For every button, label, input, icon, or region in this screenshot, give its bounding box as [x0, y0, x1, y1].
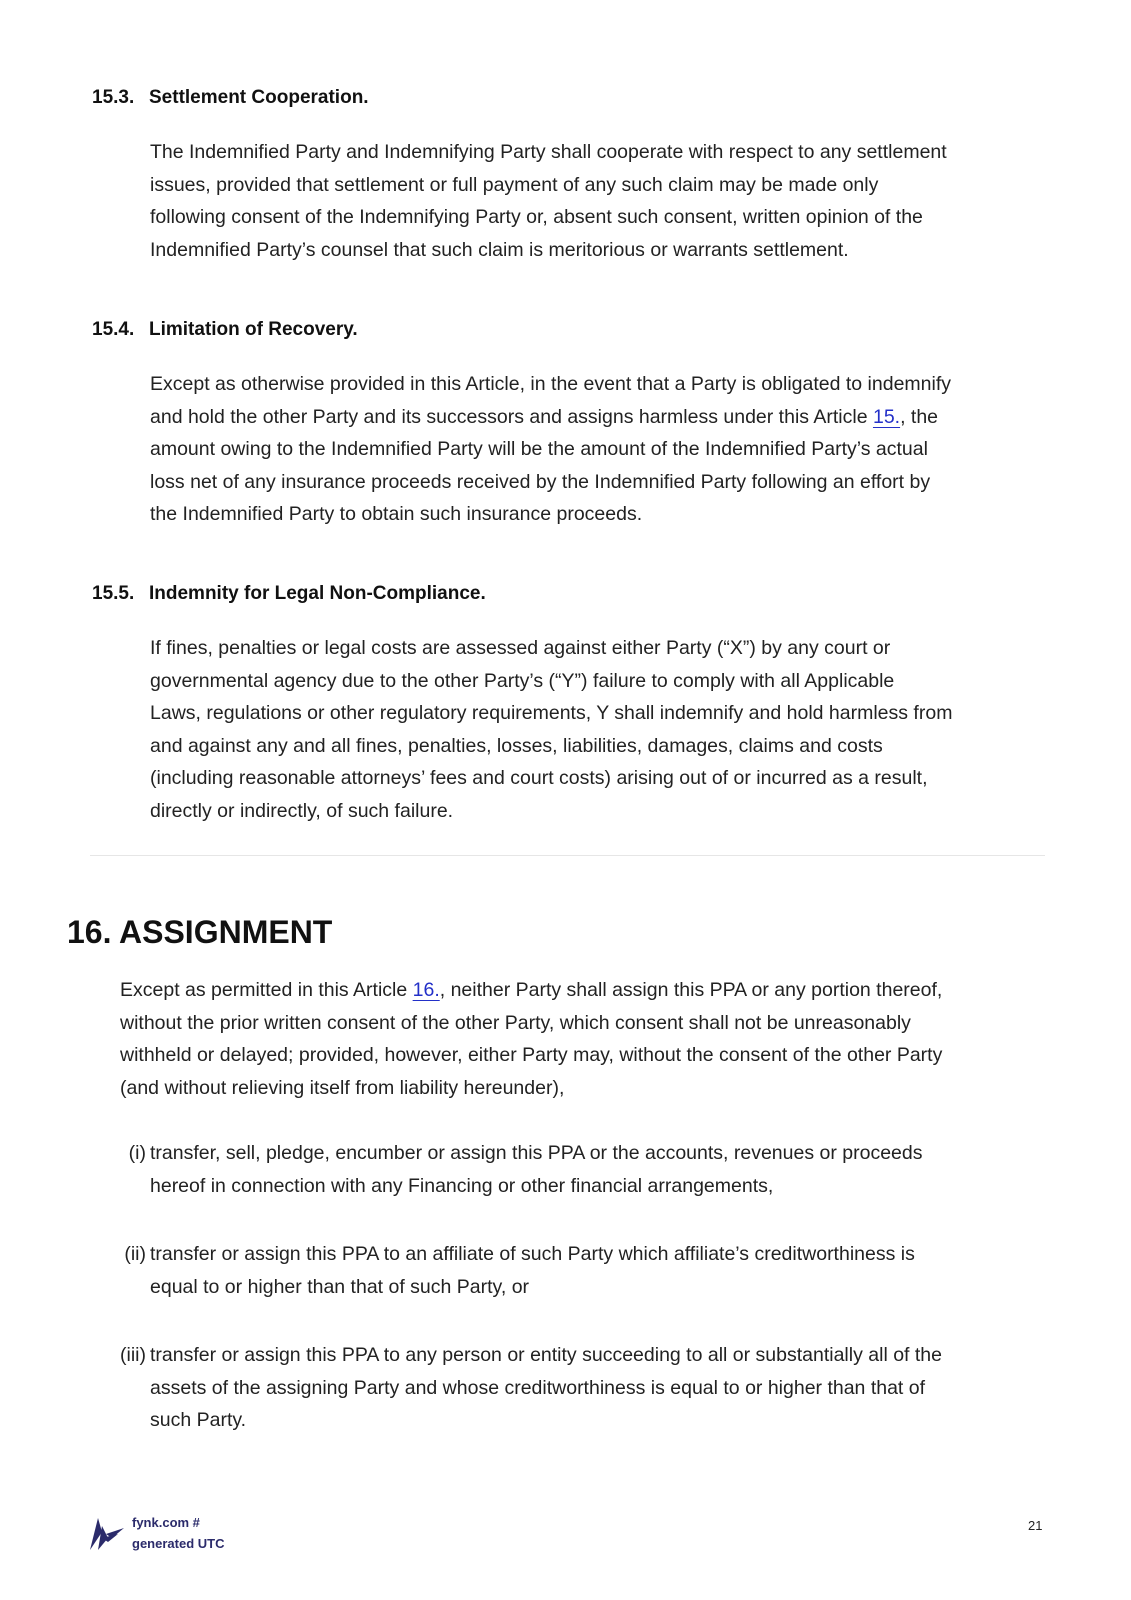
text-run: , the [900, 405, 939, 428]
text-line: hereof in connection with any Financing or other financial arrangements, [150, 1174, 774, 1197]
fynk-bird-logo-icon [88, 1512, 134, 1552]
text-line: If fines, penalties or legal costs are assessed against either Party (“X”) by any court or [150, 637, 891, 659]
article-15-link[interactable]: 15. [872, 405, 901, 428]
list-marker: (ii) [124, 1243, 146, 1265]
text-line: The Indemnified Party and Indemnifying Party shall cooperate with respect to any settlement [150, 141, 947, 163]
text-line: issues, provided that settlement or full payment of any such claim may be made only [150, 173, 879, 196]
text-line: such Party. [150, 1409, 247, 1431]
section-divider [90, 855, 1045, 856]
page-number: 21 [1028, 1518, 1043, 1533]
text-line: transfer, sell, pledge, encumber or assign this PPA or the accounts, revenues or proceeds [150, 1142, 923, 1164]
article-title: ASSIGNMENT [119, 914, 333, 950]
text-run: and hold the other Party and its successors and assigns harmless under this Article [150, 405, 873, 428]
article-16-link[interactable]: 16. [412, 979, 440, 1001]
text-line: Except as otherwise provided in this Article, in the event that a Party is obligated to indemnify [150, 373, 952, 395]
list-marker: (i) [128, 1142, 146, 1164]
text-run: Except as permitted in this Article [120, 979, 413, 1001]
text-line: assets of the assigning Party and whose creditworthiness is equal to or higher than that of [150, 1376, 926, 1399]
section-body-15-3 [150, 136, 1050, 266]
list-item [128, 1137, 1050, 1202]
text-line: without the prior written consent of the other Party, which consent shall not be unreasonably [120, 1011, 911, 1034]
text-line: the Indemnified Party to obtain such insurance proceeds. [150, 503, 643, 525]
text-line: Laws, regulations or other regulatory requirements, Y shall indemnify and hold harmless from [150, 702, 953, 724]
text-line: loss net of any insurance proceeds received by the Indemnified Party following an effort by [150, 470, 931, 493]
section-number: 15.3. [92, 87, 135, 108]
text-line [120, 974, 1050, 1007]
article-16-intro [120, 974, 1050, 1104]
text-line: and against any and all fines, penalties, losses, liabilities, damages, claims and costs [150, 734, 883, 757]
text-line: Indemnified Party’s counsel that such claim is meritorious or warrants settlement. [150, 238, 849, 261]
section-heading-15-5 [92, 582, 486, 606]
section-title: Indemnity for Legal Non-Compliance. [149, 583, 486, 604]
section-body-15-5 [150, 632, 1050, 827]
text-line: equal to or higher than that of such Party, or [150, 1275, 530, 1298]
list-item [120, 1339, 1050, 1437]
text-line: (and without relieving itself from liability hereunder), [120, 1076, 565, 1099]
section-heading-15-4 [92, 318, 358, 342]
section-title: Settlement Cooperation. [149, 87, 369, 108]
text-line: governmental agency due to the other Party’s (“Y”) failure to comply with all Applicable [150, 669, 895, 692]
section-heading-15-3 [92, 86, 369, 110]
list-item [124, 1238, 1050, 1303]
footer-domain: fynk.com # [132, 1515, 200, 1530]
footer-meta [132, 1512, 224, 1554]
text-line [150, 401, 1050, 434]
section-number: 15.4. [92, 319, 135, 340]
text-line: amount owing to the Indemnified Party will be the amount of the Indemnified Party’s actual [150, 438, 928, 460]
text-line: directly or indirectly, of such failure. [150, 799, 454, 822]
text-line: (including reasonable attorneys’ fees and court costs) arising out of or incurred as a result, [150, 767, 928, 789]
list-marker: (iii) [120, 1344, 146, 1366]
article-number: 16. [67, 914, 112, 950]
text-line: transfer or assign this PPA to an affiliate of such Party which affiliate’s creditworthiness is [150, 1243, 915, 1265]
article-heading-16 [67, 912, 332, 952]
text-line: following consent of the Indemnifying Party or, absent such consent, written opinion of the [150, 206, 923, 228]
footer-generated: generated UTC [132, 1536, 225, 1551]
text-run: , neither Party shall assign this PPA or any portion thereof, [439, 979, 943, 1001]
section-number: 15.5. [92, 583, 135, 604]
section-title: Limitation of Recovery. [149, 319, 358, 340]
text-line: transfer or assign this PPA to any person or entity succeeding to all or substantially all of the [150, 1344, 942, 1366]
text-line: withheld or delayed; provided, however, either Party may, without the consent of the other Party [120, 1044, 943, 1066]
section-body-15-4 [150, 368, 1050, 531]
